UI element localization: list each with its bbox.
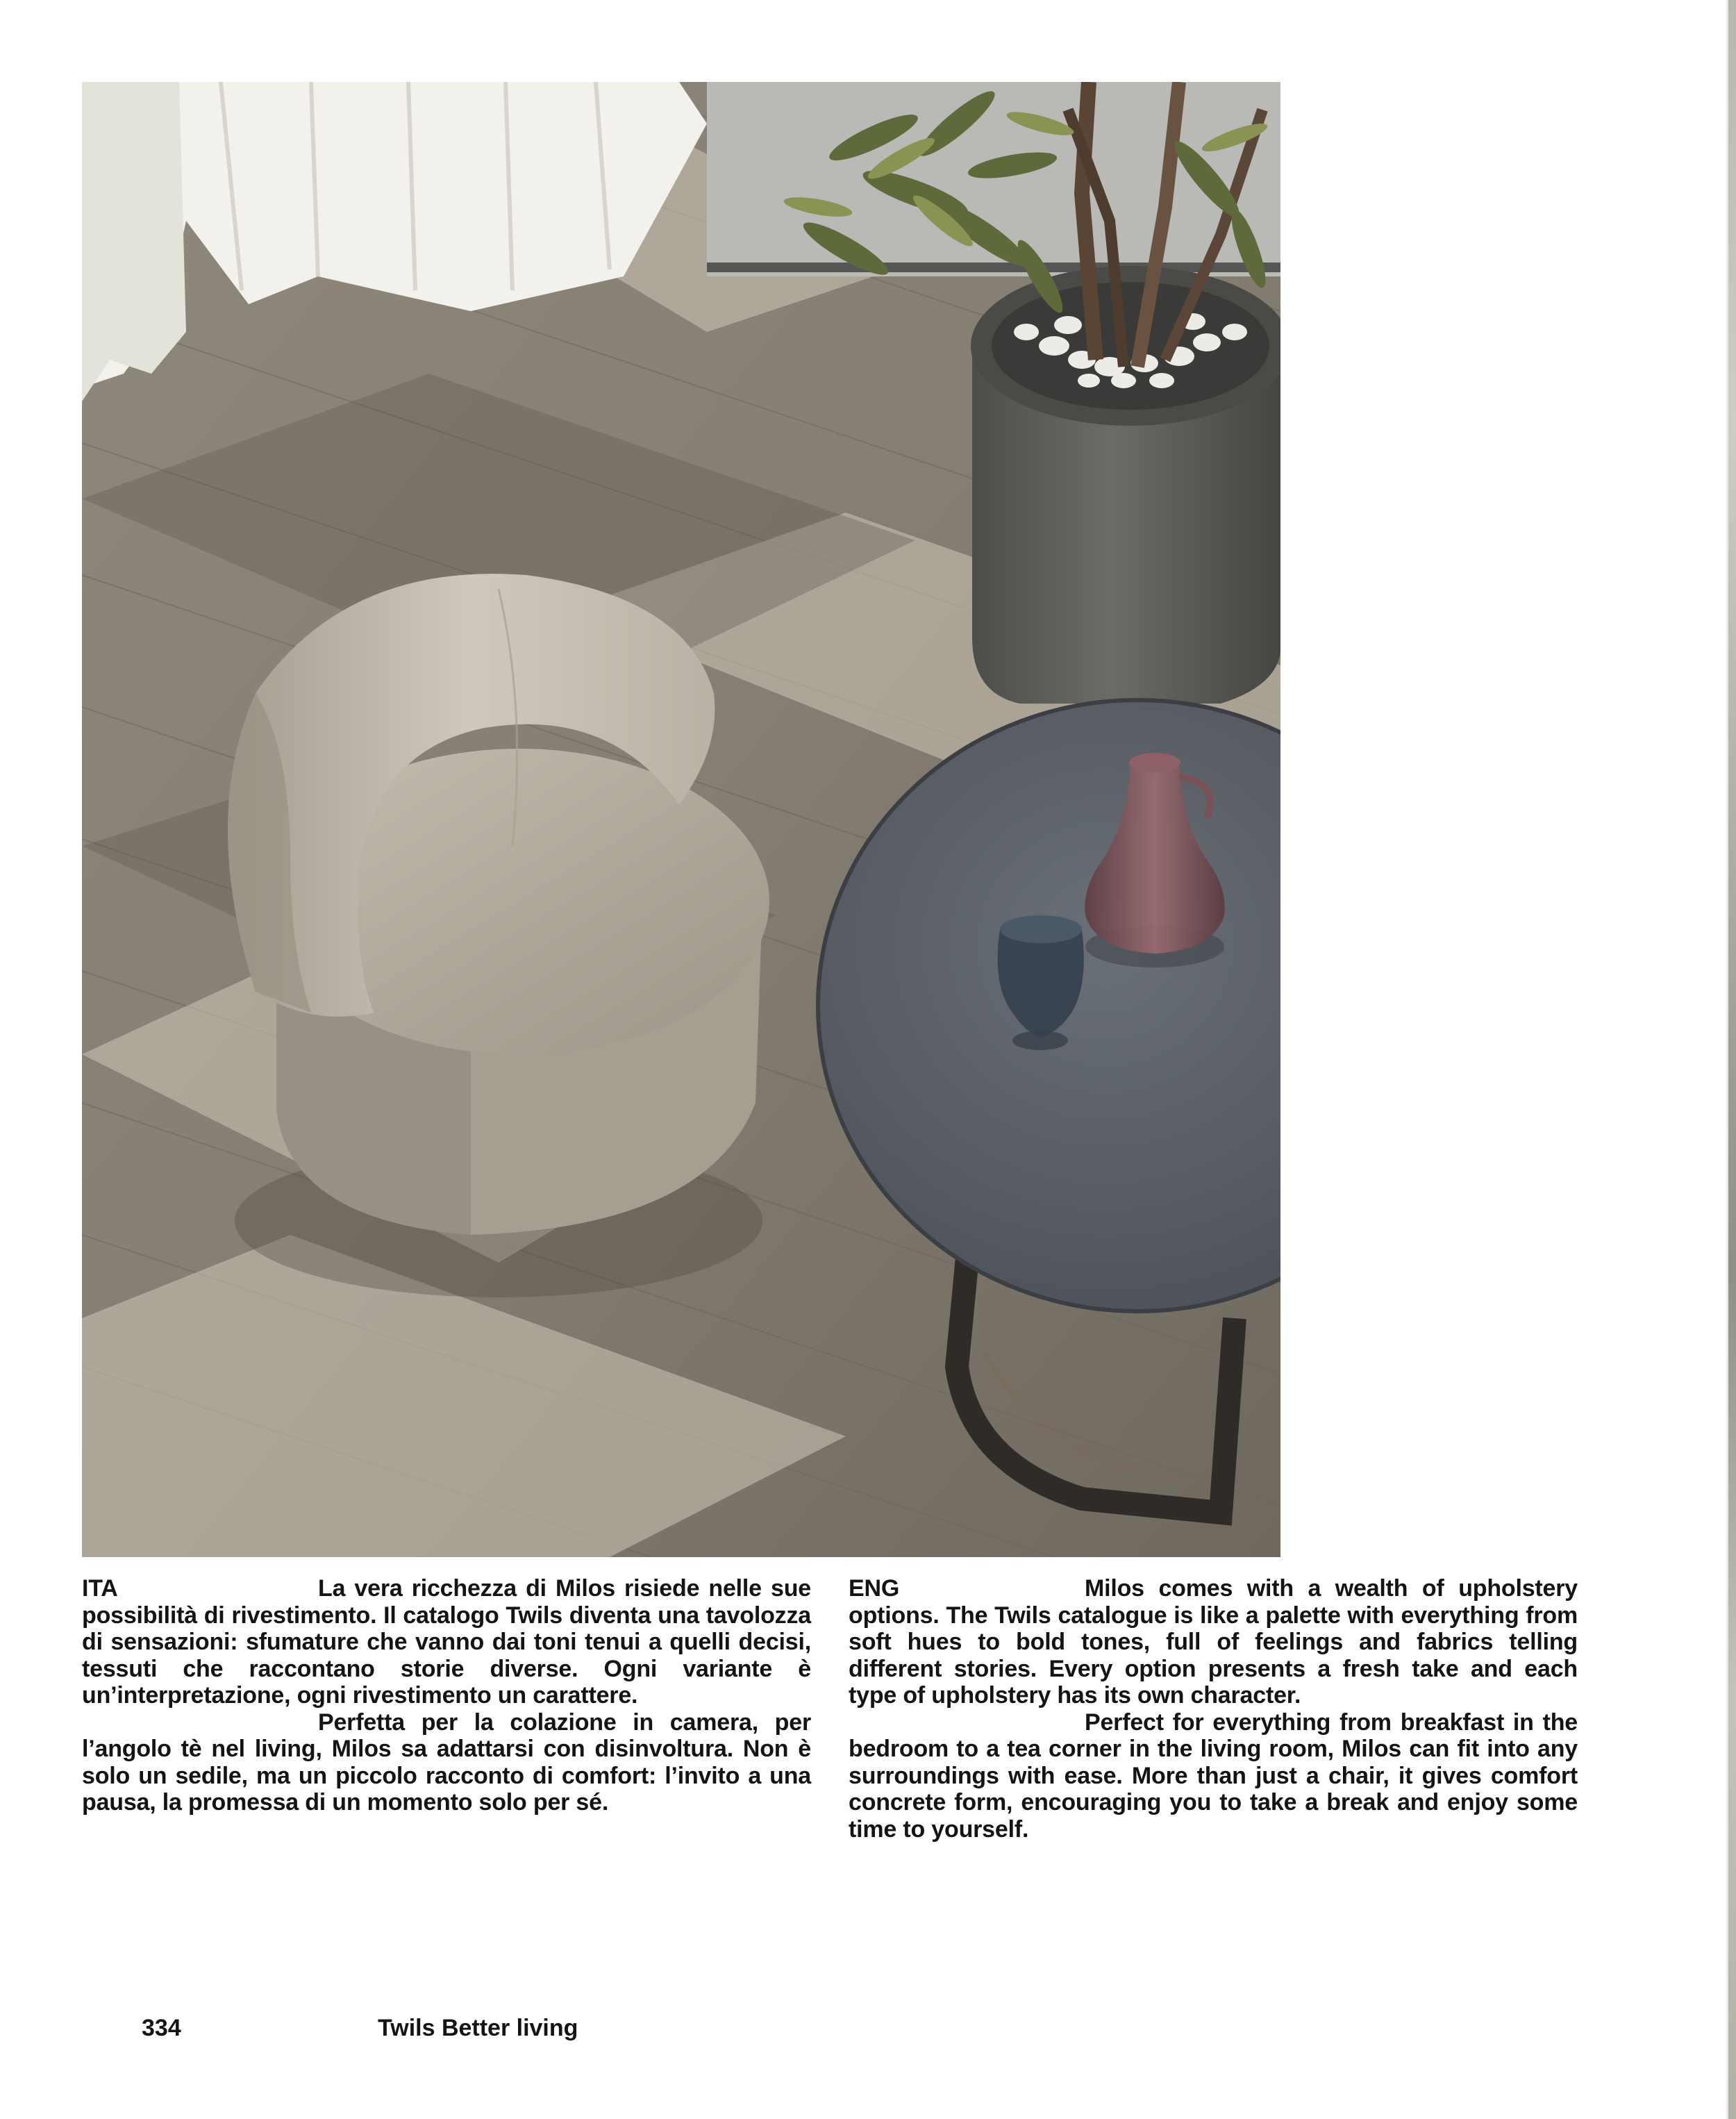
ita-paragraph-1: La vera ricchezza di Milos risiede nelle sue possibilità di rivestimento. Il catalogo Twils diventa una tavolozza di sensazioni: sfumature che vanno dai toni tenui a quelli decisi, tessuti che raccontano storie diverse. Ogni variante è un’interpretazione, ogni rivestimento un carattere. <box>82 1575 811 1709</box>
milos-armchair <box>228 574 769 1297</box>
ita-paragraph-2: Perfetta per la colazione in camera, per l’angolo tè nel living, Milos sa adattarsi con disinvoltura. Non è solo un sedile, ma un piccolo racconto di comfort: l’invito a una pausa, la promessa di un momento solo per sé. <box>82 1709 811 1815</box>
language-label-ita: ITA <box>82 1575 118 1602</box>
eng-paragraph-1: Milos comes with a wealth of upholstery options. The Twils catalogue is like a palette with everything from soft hues to bold tones, full of feelings and fabrics telling different stories. Every option presents a fresh take and each type of upholstery has its own character. <box>849 1575 1578 1709</box>
italian-text-column <box>82 1575 811 1816</box>
running-title: Twils Better living <box>378 2015 578 2041</box>
adjacent-page-edge <box>1726 0 1736 2119</box>
product-photo <box>82 82 1280 1557</box>
page-number: 334 <box>142 2015 181 2041</box>
language-label-eng: ENG <box>849 1575 900 1602</box>
eng-paragraph-2: Perfect for everything from breakfast in the bedroom to a tea corner in the living room, Milos can fit into any surroundings with ease. More than just a chair, it gives comfort concrete form, encouraging you to take a break and enjoy some time to yourself. <box>849 1709 1578 1843</box>
english-text-column <box>849 1575 1578 1843</box>
